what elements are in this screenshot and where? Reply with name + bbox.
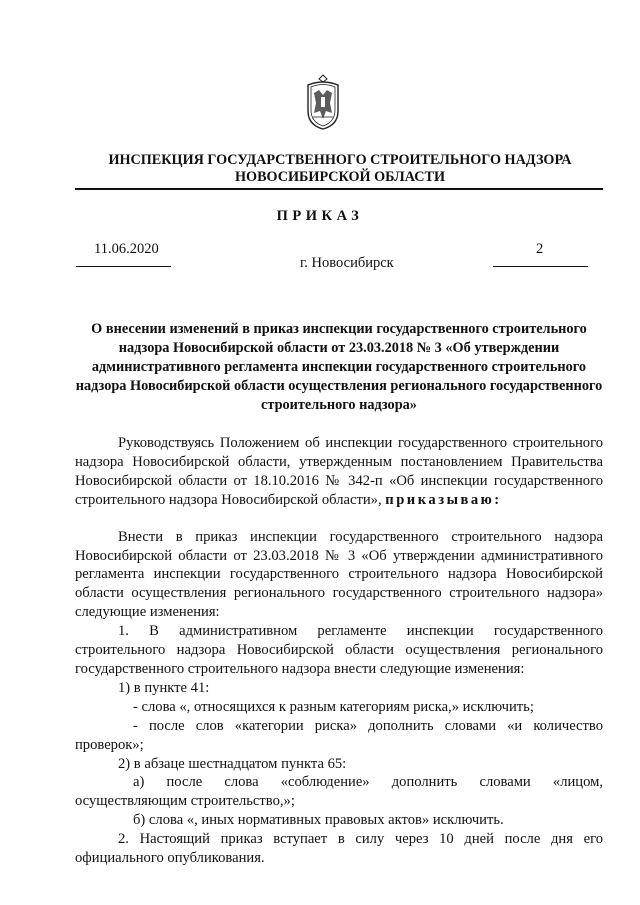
item-2-text: Настоящий приказ вступает в силу через 10 дней после дня его официального опубликования.	[75, 831, 603, 867]
doc-date: 11.06.2020	[94, 241, 159, 257]
item-1	[75, 622, 603, 679]
sub-item-2-a	[75, 773, 603, 811]
org-name-line2: НОВОСИБИРСКОЙ ОБЛАСТИ	[235, 169, 445, 185]
doc-type: ПРИКАЗ	[276, 208, 364, 224]
sub-item-2-a-text: после слова «соблюдение» дополнить словами «лицом, осуществляющим строительство,»;	[75, 774, 603, 810]
coat-of-arms-icon	[304, 73, 342, 131]
sub-item-1-b: - после слов «категории риска» дополнить словами «и количество проверок»;	[75, 717, 603, 753]
sub-item-1: 1) в пункте 41:	[118, 679, 210, 696]
sub-item-2: 2) в абзаце шестнадцатом пункта 65:	[118, 755, 347, 772]
prikazyvayu: приказываю:	[385, 491, 502, 508]
item-2-number: 2.	[118, 831, 129, 848]
intro-paragraph: Внести в приказ инспекции государственного строительного надзора Новосибирской области от 23.03.2018 № 3 «Об утверждении административного регламента инспекции государственного строительного надзора Новосибирской области осуществления регионального государственного строительного надзора» следующие изменения:	[75, 528, 603, 621]
header-divider	[75, 188, 603, 190]
org-name-line1: ИНСПЕКЦИЯ ГОСУДАРСТВЕННОГО СТРОИТЕЛЬНОГО НАДЗОРА	[108, 152, 572, 168]
sub-item-2-b: б) слова «, иных нормативных правовых актов» исключить.	[133, 812, 504, 829]
sub-item-1-a: - слова «, относящихся к разным категориям риска,» исключить;	[133, 698, 534, 715]
item-1-number: 1.	[118, 623, 129, 640]
number-underline	[493, 266, 588, 267]
preamble	[75, 434, 603, 510]
sub-item-2-a-number: а)	[133, 774, 145, 791]
doc-title: О внесении изменений в приказ инспекции государственного строительного надзора Новосибирской области от 23.03.2018 № 3 «Об утверждении административного регламента инспекции государственного строительного надзора Новосибирской области осуществления регионального государственного строительного надзора»	[75, 321, 603, 413]
doc-body	[75, 434, 603, 868]
doc-city: г. Новосибирск	[300, 255, 394, 271]
item-2	[75, 830, 603, 868]
date-underline	[76, 266, 171, 267]
item-1-text: В административном регламенте инспекции государственного строительного надзора Новосибирской области осуществления регионального государственного строительного надзора внести следующие изменения:	[75, 623, 603, 677]
doc-number: 2	[536, 241, 544, 257]
preamble-text: Руководствуясь Положением об инспекции государственного строительного надзора Новосибирской области, утвержденным постановлением Правительства Новосибирской области от 18.10.2016 № 342-п «Об инспекции государственного строительного надзора Новосибирской области»,	[75, 435, 603, 508]
